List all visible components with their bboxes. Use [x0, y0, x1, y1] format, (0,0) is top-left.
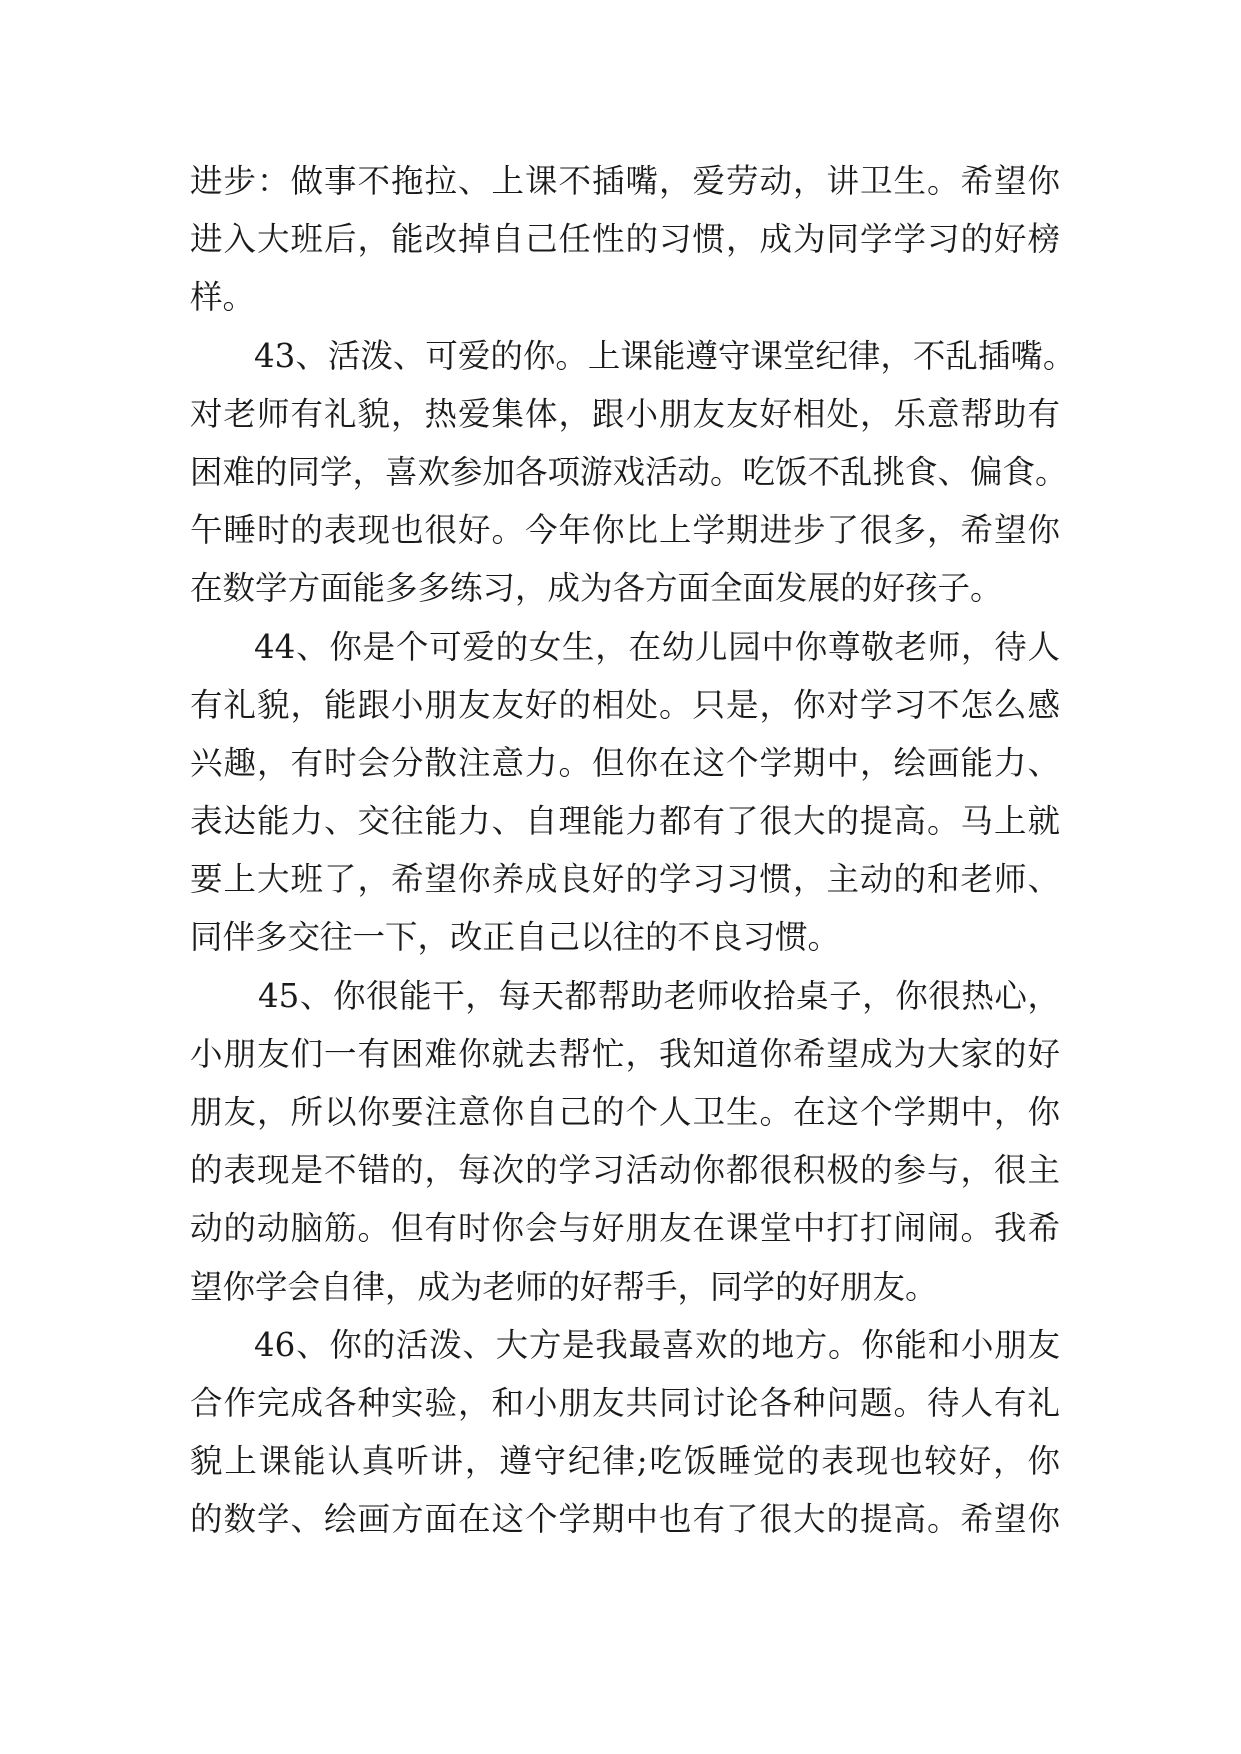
text-line: 有礼貌，能跟小朋友友好的相处。只是，你对学习不怎么感 [190, 685, 1060, 724]
text-line: 样。 [190, 278, 256, 317]
text-line: 对老师有礼貌，热爱集体，跟小朋友友好相处，乐意帮助有 [190, 394, 1060, 433]
text-line: 表达能力、交往能力、自理能力都有了很大的提高。马上就 [190, 802, 1060, 841]
body-text [190, 152, 1076, 1549]
text-line: 困难的同学，喜欢参加各项游戏活动。吃饭不乱挑食、偏食。 [190, 452, 1068, 491]
text-line: 兴趣，有时会分散注意力。但你在这个学期中，绘画能力、 [190, 743, 1060, 782]
text-line: 同伴多交往一下，改正自己以往的不良习惯。 [190, 918, 841, 957]
paragraph-46-start: 46、你的活泼、大方是我最喜欢的地方。你能和小朋友 [254, 1325, 1060, 1364]
paragraph-44-start: 44、你是个可爱的女生，在幼儿园中你尊敬老师，待人 [254, 627, 1060, 666]
text-line: 进步：做事不拖拉、上课不插嘴，爱劳动，讲卫生。希望你 [190, 162, 1060, 200]
text-line: 的表现是不错的，每次的学习活动你都很积极的参与，很主 [190, 1151, 1060, 1190]
text-line: 朋友，所以你要注意你自己的个人卫生。在这个学期中，你 [190, 1093, 1060, 1131]
text-line: 合作完成各种实验，和小朋友共同讨论各种问题。待人有礼 [190, 1383, 1060, 1422]
paragraph-43-start: 43、活泼、可爱的你。上课能遵守课堂纪律，不乱插嘴。 [254, 336, 1076, 375]
text-line: 望你学会自律，成为老师的好帮手，同学的好朋友。 [190, 1267, 938, 1306]
text-line: 在数学方面能多多练习，成为各方面全面发展的好孩子。 [190, 569, 1003, 608]
text-line: 动的动脑筋。但有时你会与好朋友在课堂中打打闹闹。我希 [190, 1209, 1060, 1248]
text-line: 的数学、绘画方面在这个学期中也有了很大的提高。希望你 [190, 1500, 1060, 1539]
text-line: 午睡时的表现也很好。今年你比上学期进步了很多，希望你 [190, 511, 1060, 550]
text-line: 进入大班后，能改掉自己任性的习惯，成为同学学习的好榜 [190, 220, 1060, 259]
text-line: 貌上课能认真听讲，遵守纪律;吃饭睡觉的表现也较好，你 [190, 1442, 1060, 1481]
paragraph-45-start: 45、你很能干，每天都帮助老师收拾桌子，你很热心， [258, 976, 1060, 1015]
text-line: 小朋友们一有困难你就去帮忙，我知道你希望成为大家的好 [190, 1034, 1060, 1073]
text-line: 要上大班了，希望你养成良好的学习习惯，主动的和老师、 [190, 860, 1060, 899]
